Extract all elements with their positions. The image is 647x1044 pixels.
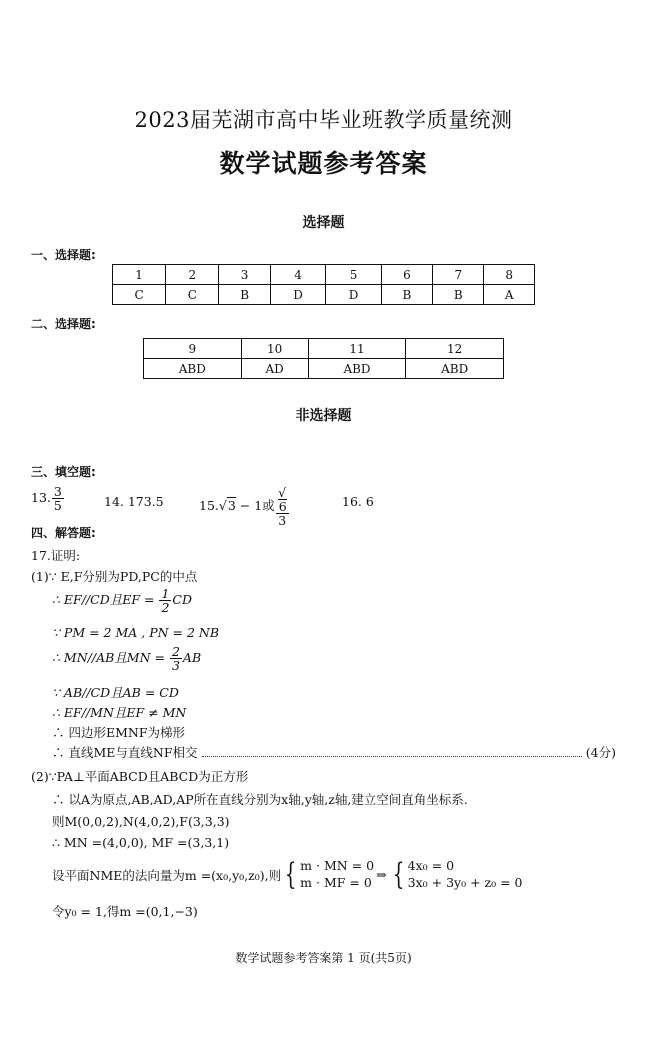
answer-cell: B <box>219 285 270 305</box>
q17-line-ab-cd: ∵ AB//CD且AB = CD <box>52 685 179 700</box>
text: ∴ 直线ME与直线NF相交 <box>52 745 198 760</box>
answer-cell: ABD <box>144 359 242 379</box>
question-number: 2 <box>166 265 219 285</box>
numerator: 1 <box>161 586 170 601</box>
answer-16: 16. 6 <box>342 494 374 509</box>
question-number: 11 <box>308 339 406 359</box>
q17-line-ef-mn: ∴ EF//MN且EF ≠ MN <box>52 705 187 720</box>
question-number: 10 <box>241 339 308 359</box>
page-footer: 数学试题参考答案第 1 页(共5页) <box>235 951 412 965</box>
radicand: 6 <box>278 499 287 515</box>
solve-label: 四、解答题: <box>31 526 96 540</box>
equation: 3x₀ + 3y₀ + z₀ = 0 <box>407 874 523 890</box>
question-number: 12 <box>406 339 504 359</box>
equation-system <box>300 858 374 892</box>
q17-line-conclusion <box>52 743 616 761</box>
answer-cell: C <box>113 285 166 305</box>
fraction <box>170 645 182 672</box>
answer-cell: B <box>381 285 432 305</box>
q17-line-vectors: ∵ PM = 2 MA , PN = 2 NB <box>52 625 220 640</box>
q17-line-solution: 令y₀ = 1,得m =(0,1,−3) <box>52 904 198 919</box>
fill-blank-label: 三、填空题: <box>31 465 96 479</box>
text: ∴ MN//AB且MN = <box>52 650 169 666</box>
answer-cell: D <box>326 285 382 305</box>
left-brace: { <box>392 856 404 892</box>
numerator <box>276 486 289 514</box>
question-number: 4 <box>270 265 326 285</box>
q17-part2-premise: (2)∵PA⊥平面ABCD且ABCD为正方形 <box>31 769 249 784</box>
answer-15-middle: − 1或 <box>235 498 275 514</box>
q17-line-trapezoid: ∴ 四边形EMNF为梯形 <box>52 725 186 740</box>
table-row <box>113 265 535 285</box>
answer-cell: C <box>166 285 219 305</box>
q17-line-vectors-mn-mf: ∴ MN =(4,0,0), MF =(3,3,1) <box>52 835 230 850</box>
document-title: 2023届芜湖市高中毕业班教学质量统测 <box>134 108 513 132</box>
answer-cell: B <box>433 285 484 305</box>
equation-system <box>408 858 523 892</box>
section-heading-nonchoice: 非选择题 <box>295 408 352 424</box>
answer-13-number: 13. <box>31 490 51 506</box>
denominator: 5 <box>53 498 62 514</box>
radicand: 3 <box>227 498 236 514</box>
q17-line-coordinate-system: ∴ 以A为原点,AB,AD,AP所在直线分别为x轴,y轴,z轴,建立空间直角坐标系. <box>52 792 468 807</box>
answer-15 <box>199 486 290 527</box>
table-row <box>113 285 535 305</box>
score-mark: (4分) <box>585 745 616 760</box>
question-number: 3 <box>219 265 270 285</box>
question-number: 6 <box>381 265 432 285</box>
multi-choice-label: 二、选择题: <box>31 317 96 331</box>
equation: m · MN = 0 <box>300 858 375 873</box>
answer-cell: D <box>270 285 326 305</box>
text: CD <box>172 592 192 608</box>
sqrt-sign: √ <box>278 485 287 500</box>
left-brace: { <box>284 856 297 892</box>
q17-line-mn-ab <box>52 645 201 672</box>
denominator: 3 <box>278 513 287 529</box>
question-number: 1 <box>113 265 166 285</box>
question-number: 7 <box>433 265 484 285</box>
implies-arrow: ⇒ <box>376 867 387 883</box>
equation: m · MF = 0 <box>300 874 372 890</box>
document-subtitle: 数学试题参考答案 <box>219 149 428 178</box>
answer-cell: A <box>484 285 535 305</box>
section-heading-choice: 选择题 <box>302 215 345 231</box>
text: 设平面NME的法向量为m =(x₀,y₀,z₀),则 <box>52 867 282 883</box>
single-choice-label: 一、选择题: <box>31 248 96 262</box>
text: AB <box>182 650 202 666</box>
q17-line-ef-cd <box>52 587 192 614</box>
answer-15-number: 15. <box>199 498 219 514</box>
denominator: 3 <box>171 658 180 674</box>
q17-part1-premise: (1)∵ E,F分别为PD,PC的中点 <box>31 569 198 584</box>
q17-line-points: 则M(0,0,2),N(4,0,2),F(3,3,3) <box>52 814 230 829</box>
question-number: 5 <box>326 265 382 285</box>
question-number: 9 <box>144 339 242 359</box>
question-number: 8 <box>484 265 535 285</box>
equation: 4x₀ = 0 <box>407 858 455 873</box>
table-row <box>144 339 504 359</box>
numerator: 2 <box>171 644 180 659</box>
answer-13 <box>31 485 65 512</box>
q17-head: 17.证明: <box>31 548 81 563</box>
fraction <box>276 486 289 527</box>
numerator: 3 <box>53 484 62 499</box>
answer-cell: AD <box>241 359 308 379</box>
fraction <box>159 587 171 614</box>
q17-line-normal-vector <box>52 858 523 892</box>
fraction <box>52 485 64 512</box>
single-choice-answer-table <box>112 264 535 305</box>
multi-choice-answer-table <box>143 338 504 379</box>
text: ∴ EF//CD且EF = <box>52 592 159 608</box>
denominator: 2 <box>161 600 170 616</box>
answer-14: 14. 173.5 <box>104 494 164 509</box>
answer-cell: ABD <box>406 359 504 379</box>
table-row <box>144 359 504 379</box>
sqrt-sign: √ <box>218 498 227 514</box>
answer-cell: ABD <box>308 359 406 379</box>
dot-leader <box>202 755 582 757</box>
